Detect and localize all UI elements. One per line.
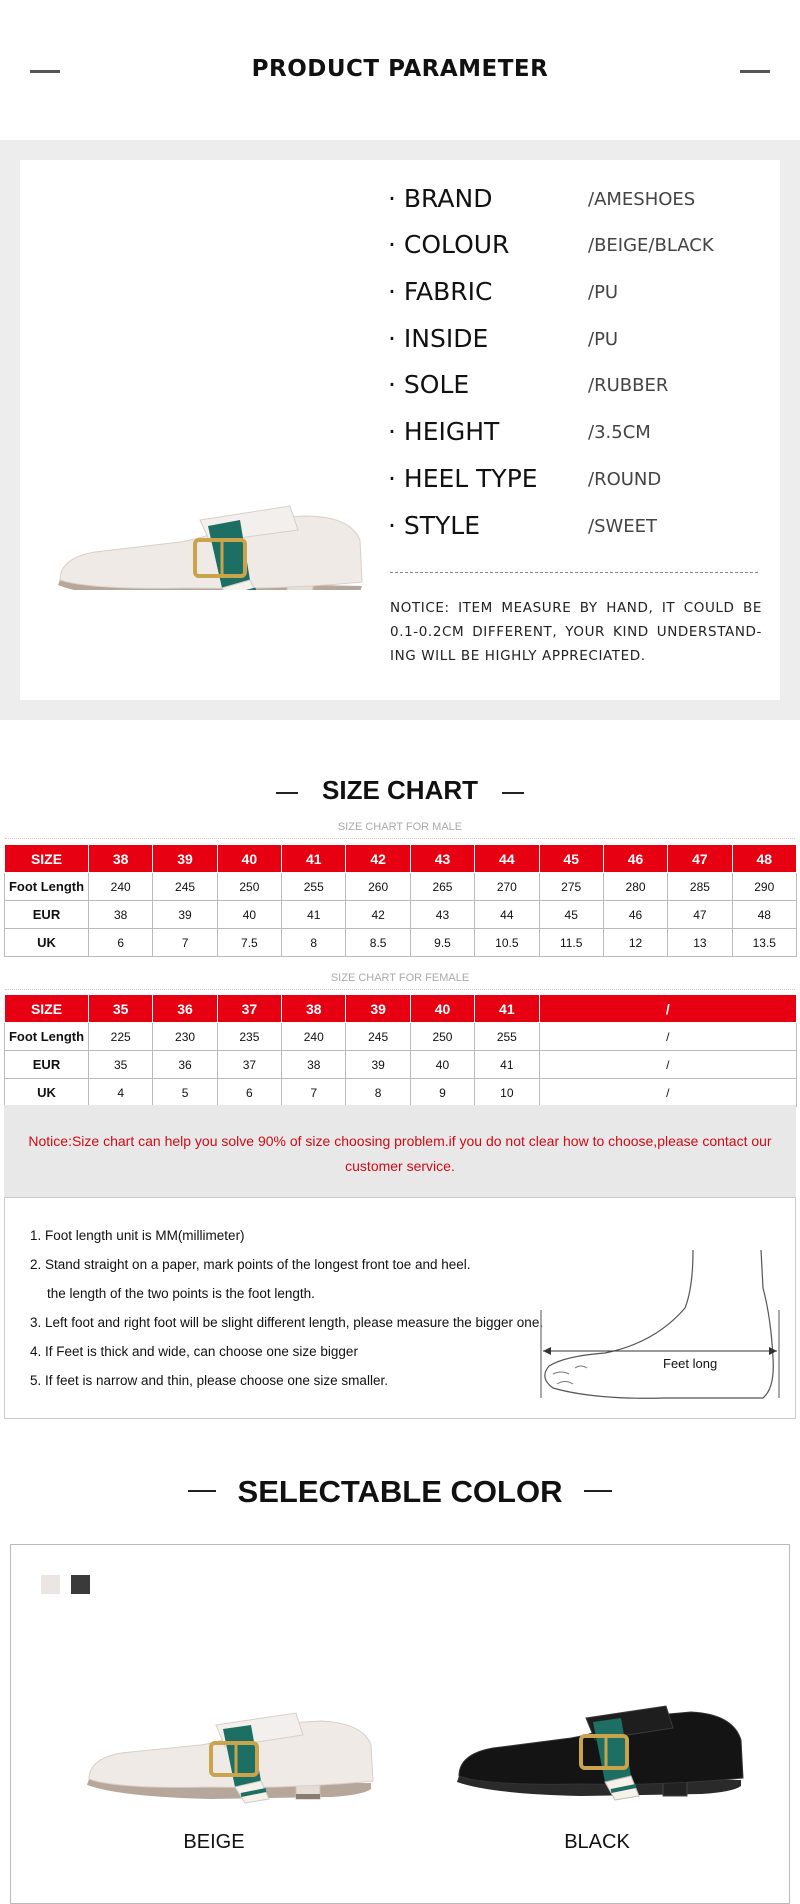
table-cell: 270: [475, 873, 539, 901]
guide-item: 3. Left foot and right foot will be slight different length, please measure the bigger one.: [30, 1315, 544, 1330]
table-cell: 35: [89, 1051, 153, 1079]
guide-item: 5. If feet is narrow and thin, please choose one size smaller.: [30, 1373, 388, 1388]
table-row: [5, 845, 797, 873]
spec-label: · INSIDE: [388, 324, 489, 353]
table-row: [5, 929, 797, 957]
table-cell: 255: [475, 1023, 539, 1051]
spec-inside: [388, 324, 768, 364]
dashed-divider: [390, 572, 758, 573]
table-cell: 285: [668, 873, 732, 901]
beige-shoe-image[interactable]: [81, 1665, 381, 1805]
spec-value: /ROUND: [588, 469, 662, 490]
table-cell: 40: [217, 901, 281, 929]
table-cell: 245: [153, 873, 217, 901]
table-cell: 40: [410, 1051, 474, 1079]
table-cell: 275: [539, 873, 603, 901]
table-cell: 48: [732, 901, 796, 929]
color-options-box: [10, 1544, 790, 1904]
title-dash-right: [740, 70, 770, 73]
guide-item: the length of the two points is the foot length.: [47, 1286, 315, 1301]
table-cell: 39: [153, 901, 217, 929]
table-cell: 38: [282, 995, 346, 1023]
caption-divider: [5, 838, 795, 839]
caption-divider: [5, 989, 795, 990]
table-cell: 10.5: [475, 929, 539, 957]
spec-heel-type: [388, 464, 768, 504]
color-label-black: BLACK: [564, 1831, 630, 1853]
table-cell: 36: [153, 1051, 217, 1079]
spec-label: · FABRIC: [388, 277, 493, 306]
spec-style: [388, 511, 768, 551]
size-notice-box: [4, 1105, 796, 1197]
table-cell: 245: [346, 1023, 410, 1051]
measure-notice: NOTICE: ITEM MEASURE BY HAND, IT COULD BE 0.1-0.2CM DIFFERENT, YOUR KIND UNDERSTAND-ING WILL BE HIGHLY APPRECIATED.: [390, 600, 762, 664]
row-label: EUR: [5, 1051, 89, 1079]
spec-value: /PU: [588, 282, 619, 303]
row-label: Foot Length: [5, 873, 89, 901]
parameter-card: [20, 160, 780, 700]
spec-value: /BEIGE/BLACK: [588, 235, 714, 256]
table-cell: 41: [282, 845, 346, 873]
table-cell: 240: [89, 873, 153, 901]
female-chart-caption: SIZE CHART FOR FEMALE: [330, 972, 470, 984]
table-cell: 42: [346, 901, 410, 929]
table-row: [5, 995, 797, 1023]
table-cell: 48: [732, 845, 796, 873]
table-cell: 37: [217, 1051, 281, 1079]
table-cell: 5: [153, 1079, 217, 1107]
table-cell: 7: [153, 929, 217, 957]
table-cell: 290: [732, 873, 796, 901]
table-cell: 41: [282, 901, 346, 929]
table-cell: 43: [410, 901, 474, 929]
table-cell: 4: [89, 1079, 153, 1107]
table-cell: 45: [539, 845, 603, 873]
row-label: UK: [5, 929, 89, 957]
spec-fabric: [388, 277, 768, 317]
table-cell: 45: [539, 901, 603, 929]
selectable-color-title: SELECTABLE COLOR: [237, 1474, 563, 1509]
table-cell: 37: [217, 995, 281, 1023]
row-label: EUR: [5, 901, 89, 929]
table-cell: 10: [475, 1079, 539, 1107]
table-row: [5, 1079, 797, 1107]
foot-diagram: [535, 1248, 785, 1408]
spec-value: /PU: [588, 329, 619, 350]
table-cell: 42: [346, 845, 410, 873]
measure-guide-box: [4, 1197, 796, 1419]
table-cell: 38: [89, 845, 153, 873]
product-parameter-title: PRODUCT PARAMETER: [251, 56, 549, 82]
table-cell: 6: [217, 1079, 281, 1107]
table-cell: 38: [89, 901, 153, 929]
size-notice-text: Notice:Size chart can help you solve 90% of size choosing problem.if you do not clear how to choose,please contact our customer service.: [28, 1133, 772, 1174]
male-chart-caption: SIZE CHART FOR MALE: [337, 821, 463, 833]
table-cell: 38: [282, 1051, 346, 1079]
table-cell: 235: [217, 1023, 281, 1051]
table-cell: 35: [89, 995, 153, 1023]
spec-value: /AMESHOES: [588, 189, 696, 210]
table-cell: 39: [346, 1051, 410, 1079]
table-cell: /: [539, 995, 797, 1023]
table-cell: 47: [668, 845, 732, 873]
spec-value: /SWEET: [588, 516, 658, 537]
spec-label: · BRAND: [388, 184, 493, 213]
table-row: [5, 1051, 797, 1079]
table-cell: 44: [475, 901, 539, 929]
table-cell: 36: [153, 995, 217, 1023]
table-cell: 225: [89, 1023, 153, 1051]
table-cell: 46: [603, 901, 667, 929]
table-cell: 9: [410, 1079, 474, 1107]
female-size-table: [4, 994, 797, 1107]
spec-label: · STYLE: [388, 511, 481, 540]
table-cell: 260: [346, 873, 410, 901]
table-cell: 8: [282, 929, 346, 957]
table-cell: 41: [475, 1051, 539, 1079]
table-cell: 8: [346, 1079, 410, 1107]
table-cell: 41: [475, 995, 539, 1023]
table-cell: 250: [217, 873, 281, 901]
color-title-dash-right: [584, 1490, 612, 1492]
size-chart-title: SIZE CHART: [322, 775, 478, 805]
table-cell: /: [539, 1023, 797, 1051]
spec-value: /RUBBER: [588, 375, 669, 396]
table-cell: 43: [410, 845, 474, 873]
spec-label: · HEEL TYPE: [388, 464, 538, 493]
table-cell: 250: [410, 1023, 474, 1051]
color-label-beige: BEIGE: [183, 1831, 245, 1853]
table-cell: 7: [282, 1079, 346, 1107]
table-cell: 39: [346, 995, 410, 1023]
table-cell: 46: [603, 845, 667, 873]
row-label: UK: [5, 1079, 89, 1107]
black-shoe-image[interactable]: [451, 1660, 751, 1805]
table-cell: 240: [282, 1023, 346, 1051]
table-cell: 40: [217, 845, 281, 873]
row-label: Foot Length: [5, 1023, 89, 1051]
guide-item: 4. If Feet is thick and wide, can choose one size bigger: [30, 1344, 358, 1359]
guide-item: 2. Stand straight on a paper, mark points of the longest front toe and heel.: [30, 1257, 471, 1272]
table-cell: 13: [668, 929, 732, 957]
spec-sole: [388, 370, 768, 410]
table-cell: 7.5: [217, 929, 281, 957]
beige-swatch[interactable]: [41, 1575, 60, 1594]
table-cell: 13.5: [732, 929, 796, 957]
table-cell: 6: [89, 929, 153, 957]
table-cell: 280: [603, 873, 667, 901]
table-cell: 44: [475, 845, 539, 873]
table-row: [5, 1023, 797, 1051]
male-size-table: [4, 844, 797, 957]
table-cell: 9.5: [410, 929, 474, 957]
spec-label: · COLOUR: [388, 230, 510, 259]
table-cell: 8.5: [346, 929, 410, 957]
table-cell: 265: [410, 873, 474, 901]
spec-colour: [388, 230, 768, 270]
table-cell: 40: [410, 995, 474, 1023]
product-parameter-section: [0, 140, 800, 720]
table-cell: 47: [668, 901, 732, 929]
spec-brand: [388, 184, 768, 224]
table-row: [5, 873, 797, 901]
feet-long-label: Feet long: [663, 1356, 718, 1371]
table-cell: 12: [603, 929, 667, 957]
table-cell: 39: [153, 845, 217, 873]
product-parameter-header: [0, 0, 800, 140]
spec-label: · SOLE: [388, 370, 470, 399]
spec-value: /3.5CM: [588, 422, 651, 443]
table-cell: 230: [153, 1023, 217, 1051]
guide-item: 1. Foot length unit is MM(millimeter): [30, 1228, 245, 1243]
table-cell: 255: [282, 873, 346, 901]
size-title-dash-right: [502, 792, 524, 794]
black-swatch[interactable]: [71, 1575, 90, 1594]
spec-height: [388, 417, 768, 457]
spec-label: · HEIGHT: [388, 417, 500, 446]
table-cell: /: [539, 1079, 797, 1107]
row-label: SIZE: [5, 995, 89, 1023]
table-row: [5, 901, 797, 929]
row-label: SIZE: [5, 845, 89, 873]
table-cell: /: [539, 1051, 797, 1079]
beige-shoe-image: [50, 430, 380, 590]
table-cell: 11.5: [539, 929, 603, 957]
